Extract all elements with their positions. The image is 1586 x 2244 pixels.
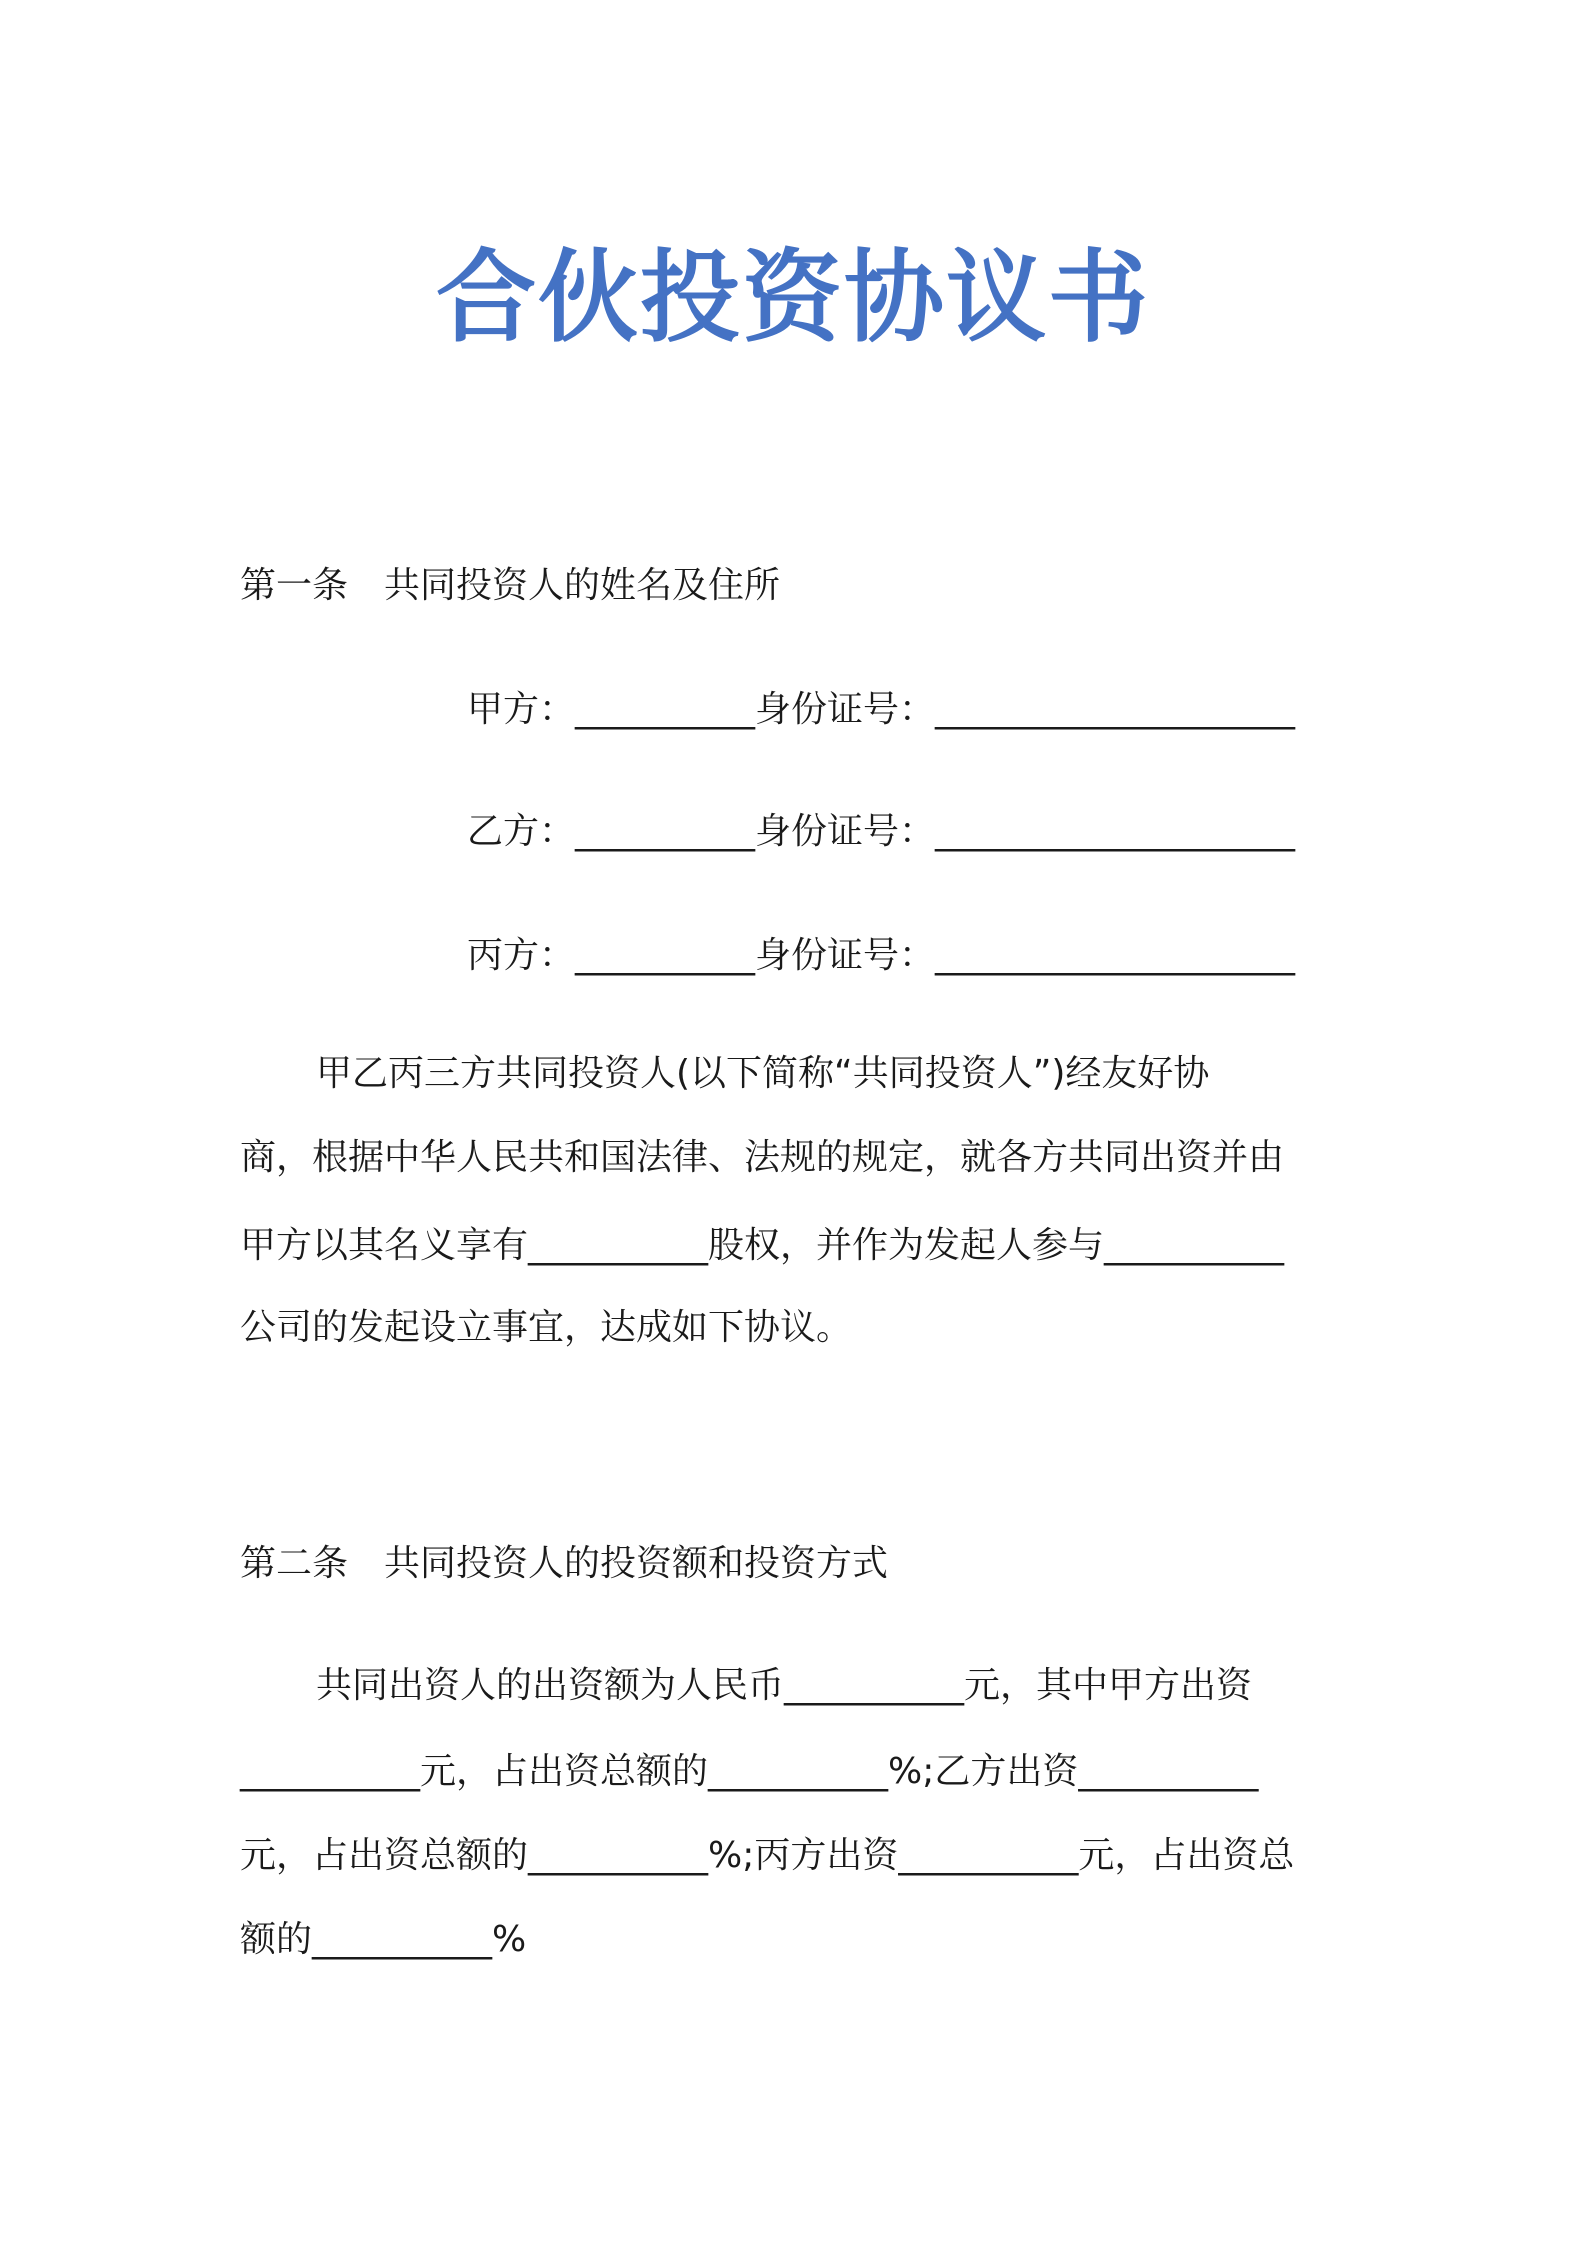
article-2-heading: 第二条 共同投资人的投资额和投资方式 <box>240 1543 889 1584</box>
article-1-paragraph-line: 公司的发起设立事宜，达成如下协议。 <box>240 1307 853 1348</box>
article-2-paragraph-line: __________元，占出资总额的__________%;乙方出资__________ <box>240 1751 1259 1792</box>
article-1-paragraph-line: 甲乙丙三方共同投资人(以下简称“共同投资人”)经友好协 <box>316 1053 1210 1094</box>
party-c-line: 丙方：__________身份证号：____________________ <box>467 935 1296 976</box>
article-1-paragraph-line: 商，根据中华人民共和国法律、法规的规定，就各方共同出资并由 <box>240 1137 1285 1178</box>
document-title: 合伙投资协议书 <box>436 239 1150 356</box>
article-1-heading: 第一条 共同投资人的姓名及住所 <box>240 565 781 606</box>
article-2-paragraph-line: 共同出资人的出资额为人民币__________元，其中甲方出资 <box>316 1665 1253 1706</box>
article-2-paragraph-line: 额的__________% <box>240 1919 527 1960</box>
party-a-line: 甲方：__________身份证号：____________________ <box>467 689 1296 730</box>
article-2-paragraph-line: 元，占出资总额的__________%;丙方出资__________元，占出资总 <box>240 1835 1295 1876</box>
article-1-paragraph-line: 甲方以其名义享有__________股权，并作为发起人参与__________ <box>240 1225 1285 1266</box>
party-b-line: 乙方：__________身份证号：____________________ <box>467 811 1296 852</box>
